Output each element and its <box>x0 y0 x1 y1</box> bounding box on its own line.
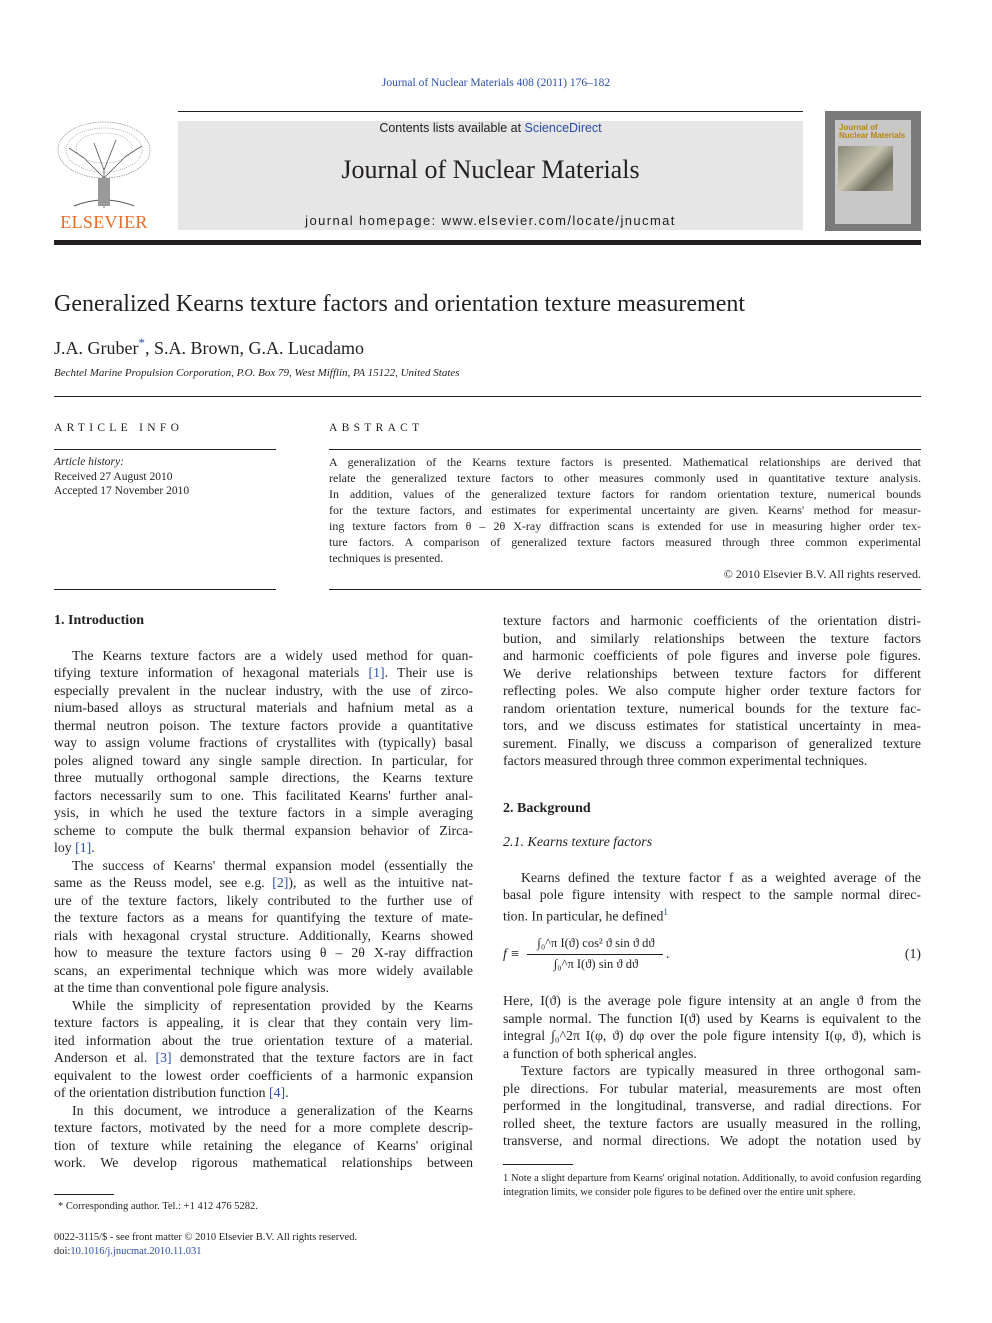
doi-line <box>54 1245 202 1259</box>
journal-name: Journal of Nuclear Materials <box>341 155 640 184</box>
intro-continued: texture factors and harmonic coefficients of the orientation distri- bution, and similarly relationships between the texture factors and harmonic coefficients of pole figures and inverse pole figures. We derive relationships between texture factors for different reflecting poles. We also compute higher order texture factors for random orientation texture, numerical bounds for the texture fac- tors, and we discuss estimates for statistical uncertainty in mea- surement. Finally, we discuss a comparison of generalized texture factors measured through three common experimental techniques. <box>503 613 921 768</box>
doi-link[interactable]: 10.1016/j.jnucmat.2010.11.031 <box>70 1246 202 1257</box>
contents-line <box>178 121 803 135</box>
title-divider <box>54 396 921 397</box>
abstract-line: techniques is presented. <box>329 551 444 565</box>
equation-number: (1) <box>904 946 921 961</box>
equation-lhs: f ≡ <box>503 946 520 961</box>
background-heading: 2. Background <box>503 800 591 816</box>
citation-4[interactable]: [4] <box>268 1085 286 1100</box>
history-label: Article history: <box>54 456 124 468</box>
fraction-bar <box>527 954 663 955</box>
corresponding-author-footnote: * Corresponding author. Tel.: +1 412 476 5282. <box>58 1201 258 1212</box>
equation-period: . <box>666 946 670 961</box>
article-history <box>54 455 189 499</box>
intro-paragraph-1: The Kearns texture factors are a widely used method for quan- tifying texture information of hexagonal materials [1]. Their use is especially prevalent in the nuclear industry, with the use of zirco- nium-based alloys as structural materials and hafnium metal as a thermal neutron poison. The texture factors provide a quantitative way to assign volume fractions of crystallites with (typically) basal poles aligned toward any single sample direction. In particular, for three mutually orthogonal sample directions, the Kearns texture factors necessarily sum to one. This facilitated Kearns' further anal- ysis, in which he used the texture factors in a simple averaging scheme to compute the bulk thermal expansion behavior of Zirca- loy [1]. <box>54 647 473 855</box>
equation-numerator: ∫₀^π I(ϑ) cos² ϑ sin ϑ dϑ <box>537 936 655 950</box>
elsevier-tree-icon <box>54 118 154 210</box>
authors <box>54 335 364 359</box>
author-others: , S.A. Brown, G.A. Lucadamo <box>144 338 364 358</box>
left-column <box>54 612 473 1172</box>
accepted-date: Accepted 17 November 2010 <box>54 485 190 497</box>
publisher-name: ELSEVIER <box>60 212 148 232</box>
journal-cover-inner <box>835 120 911 224</box>
citation-1[interactable]: [1] <box>75 840 92 855</box>
abstract-line: ture factors. A comparison of generalized texture factors measured through three common experimental <box>329 535 921 549</box>
abstract-line: ing texture factors from θ – 2θ X-ray diffraction scans is extended for use in measuring higher order tex- <box>329 519 921 533</box>
journal-homepage[interactable]: journal homepage: www.elsevier.com/locate/jnucmat <box>305 213 676 228</box>
intro-paragraph-4: In this document, we introduce a generalization of the Kearns texture factors, motivated by the need for a more complete descrip- tion of texture while retaining the elegance of Kearns' original work. We develop rigorous mathematical relationships between <box>54 1102 473 1170</box>
intro-paragraph-3: While the simplicity of representation provided by the Kearns texture factors is appealing, it is clear that they contain very lim- ited information about the true orientation texture of a material. Anderson et al. [3] demonstrated that the texture factors are in fact equivalent to the lowest order coefficients of a harmonic expansion of the orientation distribution function [4]. <box>54 997 474 1100</box>
article-info-bottom-rule <box>54 589 276 590</box>
here-paragraph: Here, I(ϑ) is the average pole figure intensity at an angle ϑ from the sample normal. The function I(ϑ) used by Kearns is equivalent to the integral ∫₀^2π I(φ, ϑ) dφ over the pole figure intensity I(φ, ϑ), which is a function of both spherical angles. <box>503 993 921 1061</box>
abstract-rule <box>329 449 921 450</box>
article-title: Generalized Kearns texture factors and orientation texture measurement <box>54 291 746 317</box>
elsevier-logo <box>54 118 154 233</box>
article-info-heading: ARTICLE INFO <box>54 422 184 434</box>
footnote-mark[interactable]: 1 <box>663 906 668 917</box>
abstract-line: for the texture factors, and estimates for experimental uncertainty are given. Kearns' method for measur- <box>329 503 921 517</box>
footnote-rule-left <box>54 1194 114 1195</box>
citation-1[interactable]: [1] <box>368 665 385 680</box>
contents-prefix: Contents lists available at <box>379 121 525 135</box>
abstract-line: relate the generalized texture factors to other measures commonly used in quantitative texture analysis. <box>329 471 921 485</box>
affiliation: Bechtel Marine Propulsion Corporation, P.O. Box 79, West Mifflin, PA 15122, United States <box>54 367 460 379</box>
sciencedirect-link[interactable]: ScienceDirect <box>524 121 602 135</box>
typical-paragraph: Texture factors are typically measured in three orthogonal sam- ple directions. For tubular material, measurements are most often performed in the longitudinal, transverse, and radial directions. For rolled sheet, the texture factors are usually measured in the rolling, transverse, and normal directions. We adopt the notation used by <box>503 1063 921 1148</box>
received-date: Received 27 August 2010 <box>54 470 173 483</box>
right-column-lower <box>503 992 921 1150</box>
doi-label: doi: <box>54 1246 71 1257</box>
abstract-line: In addition, values of the generalized texture factors for random orientation texture, numerical bounds <box>329 487 921 501</box>
equation-1 <box>503 930 921 980</box>
abstract-line: A generalization of the Kearns texture factors is presented. Mathematical relationships are derived that <box>329 455 921 469</box>
author-gruber: J.A. Gruber <box>54 338 139 358</box>
abstract-copyright: © 2010 Elsevier B.V. All rights reserved. <box>723 567 921 581</box>
abstract-bottom-rule <box>329 589 921 590</box>
introduction-heading: 1. Introduction <box>54 613 144 628</box>
top-rule <box>178 111 803 112</box>
journal-reference[interactable]: Journal of Nuclear Materials 408 (2011) 176–182 <box>381 77 611 89</box>
cover-photo <box>838 146 893 191</box>
right-column <box>503 612 921 925</box>
cover-title: Journal of Nuclear Materials <box>839 123 906 140</box>
article-info-rule <box>54 449 276 450</box>
intro-paragraph-2: The success of Kearns' thermal expansion model (essentially the same as the Reuss model, see e.g. [2]), as well as the intuitive nat- ure of the texture factors, likely contributed to the further use of the texture factors as a means for quantifying the texture of mate- rials with hexagonal crystal structure. Additionally, Kearns showed how to measure the texture factors using θ – 2θ X-ray diffraction scans, an experimental technique which was more widely available at the time than conventional pole figure analysis. <box>54 857 473 995</box>
equation-denominator: ∫₀^π I(ϑ) sin ϑ dϑ <box>553 957 639 971</box>
abstract-heading: ABSTRACT <box>329 422 424 434</box>
issn-line: 0022-3115/$ - see front matter © 2010 Elsevier B.V. All rights reserved. <box>54 1232 358 1243</box>
abstract-text <box>329 454 921 582</box>
citation-3[interactable]: [3] <box>155 1050 172 1065</box>
footnote-1: 1 Note a slight departure from Kearns' original notation. Additionally, to avoid confusion regarding integration limits, we consider pole figures to be defined over the entire unit sphere. <box>503 1173 921 1198</box>
journal-cover <box>825 111 921 231</box>
citation-2[interactable]: [2] <box>272 875 289 890</box>
footnote-rule-right <box>503 1164 573 1165</box>
subsection-heading: 2.1. Kearns texture factors <box>503 835 653 850</box>
header-thick-rule <box>54 240 921 245</box>
kearns-paragraph: Kearns defined the texture factor f as a weighted average of the basal pole figure intensity with respect to the sample normal direc- tion. In particular, he defined$^1$ <box>503 869 921 924</box>
corresponding-author-mark[interactable]: * <box>138 335 145 350</box>
